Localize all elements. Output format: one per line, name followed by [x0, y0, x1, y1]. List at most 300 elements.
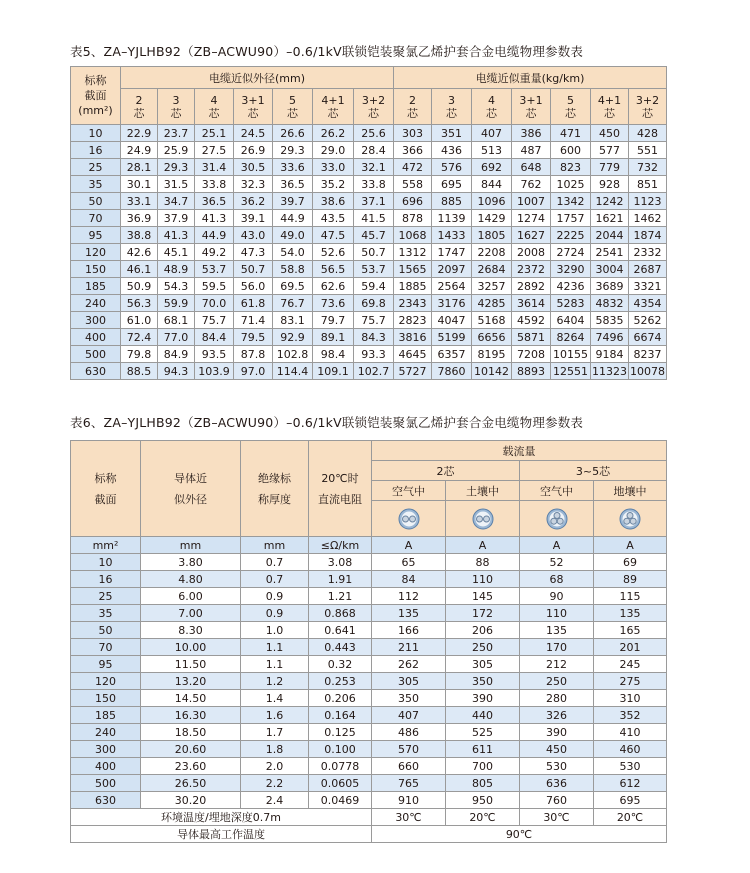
table5-core-header — [273, 89, 313, 125]
cell-value: 89.1 — [313, 329, 354, 346]
cell-value: 3614 — [512, 295, 551, 312]
table-row — [71, 622, 667, 639]
table-row — [71, 775, 667, 792]
cell-value: 280 — [520, 690, 594, 707]
cell-value: 61.0 — [121, 312, 158, 329]
cell-value: 0.9 — [241, 588, 309, 605]
cell-value: 7860 — [432, 363, 472, 380]
cell-value: 4832 — [591, 295, 629, 312]
cell-value: 3321 — [629, 278, 667, 295]
cell-value: 530 — [594, 758, 667, 775]
core-count: 3 — [172, 93, 180, 107]
cell-value: 525 — [446, 724, 520, 741]
cell-section: 10 — [71, 554, 141, 571]
cell-value: 250 — [520, 673, 594, 690]
cell-value: 103.9 — [195, 363, 234, 380]
cell-section: 10 — [71, 125, 121, 142]
cell-section: 50 — [71, 193, 121, 210]
core-unit: 芯 — [407, 106, 418, 120]
cell-section: 500 — [71, 346, 121, 363]
cell-value: 24.5 — [234, 125, 273, 142]
cell-value: 305 — [372, 673, 446, 690]
header-conductor-od: 导体近 似外径 — [141, 441, 241, 537]
table5-core-header — [195, 89, 234, 125]
cell-value: 39.7 — [273, 193, 313, 210]
cell-value: 695 — [432, 176, 472, 193]
table-row — [71, 193, 667, 210]
cell-section: 120 — [71, 673, 141, 690]
table5-core-header — [551, 89, 591, 125]
cell-section: 300 — [71, 741, 141, 758]
cell-value: 1.1 — [241, 639, 309, 656]
cell-value: 54.3 — [158, 278, 195, 295]
cable-three-core-ground-icon — [594, 501, 667, 537]
cell-value: 38.8 — [121, 227, 158, 244]
cell-value: 4.80 — [141, 571, 241, 588]
footer-env-label: 环境温度/埋地深度0.7m — [71, 809, 372, 826]
cell-value: 950 — [446, 792, 520, 809]
table6-title: 表6、ZA–YJLHB92（ZB–ACWU90）–0.6/1kV联锁铠装聚氯乙烯护套合金电缆物理参数表 — [70, 415, 584, 430]
core-unit: 芯 — [604, 106, 615, 120]
unit-cell: A — [594, 537, 667, 554]
cell-section: 16 — [71, 142, 121, 159]
cell-value: 1096 — [472, 193, 512, 210]
cell-value: 762 — [512, 176, 551, 193]
cell-section: 95 — [71, 227, 121, 244]
cell-value: 0.7 — [241, 571, 309, 588]
cell-value: 2343 — [394, 295, 432, 312]
cell-section: 50 — [71, 622, 141, 639]
cell-value: 513 — [472, 142, 512, 159]
table6 — [70, 440, 667, 843]
cell-value: 660 — [372, 758, 446, 775]
cell-value: 1139 — [432, 210, 472, 227]
cell-value: 43.0 — [234, 227, 273, 244]
core-unit: 芯 — [133, 106, 145, 120]
cell-value: 25.9 — [158, 142, 195, 159]
cell-value: 1068 — [394, 227, 432, 244]
table5-core-header — [354, 89, 394, 125]
cell-value: 5727 — [394, 363, 432, 380]
header-section: 标称 截面 — [71, 441, 141, 537]
cell-value: 390 — [520, 724, 594, 741]
cell-value: 1.91 — [309, 571, 372, 588]
cell-value: 7.00 — [141, 605, 241, 622]
cell-value: 428 — [629, 125, 667, 142]
cell-value: 695 — [594, 792, 667, 809]
cell-value: 32.1 — [354, 159, 394, 176]
cell-value: 11.50 — [141, 656, 241, 673]
table-row — [71, 758, 667, 775]
cell-value: 611 — [446, 741, 520, 758]
cell-value: 135 — [372, 605, 446, 622]
cell-value: 94.3 — [158, 363, 195, 380]
cell-value: 2225 — [551, 227, 591, 244]
cell-value: 23.60 — [141, 758, 241, 775]
cell-value: 275 — [594, 673, 667, 690]
cell-value: 1874 — [629, 227, 667, 244]
cell-value: 22.9 — [121, 125, 158, 142]
cell-value: 351 — [432, 125, 472, 142]
cell-value: 49.2 — [195, 244, 234, 261]
table5-core-header — [234, 89, 273, 125]
cell-value: 68.1 — [158, 312, 195, 329]
cell-value: 62.6 — [313, 278, 354, 295]
header-multi-core: 3~5芯 — [520, 461, 667, 481]
cell-value: 26.9 — [234, 142, 273, 159]
cell-value: 1429 — [472, 210, 512, 227]
cell-section: 95 — [71, 656, 141, 673]
cell-value: 7208 — [512, 346, 551, 363]
unit-cell: mm — [141, 537, 241, 554]
cell-value: 2892 — [512, 278, 551, 295]
core-count: 5 — [289, 93, 296, 107]
cell-section: 70 — [71, 639, 141, 656]
cell-value: 28.4 — [354, 142, 394, 159]
core-unit: 芯 — [446, 106, 457, 120]
cell-value: 7496 — [591, 329, 629, 346]
cell-value: 8195 — [472, 346, 512, 363]
cell-value: 487 — [512, 142, 551, 159]
cell-value: 112 — [372, 588, 446, 605]
cell-value: 172 — [446, 605, 520, 622]
cell-value: 36.5 — [273, 176, 313, 193]
cell-value: 1.21 — [309, 588, 372, 605]
cell-value: 648 — [512, 159, 551, 176]
cell-value: 530 — [520, 758, 594, 775]
header-air-multicore: 空气中 — [520, 481, 594, 501]
cell-value: 46.1 — [121, 261, 158, 278]
cell-value: 1462 — [629, 210, 667, 227]
cell-value: 59.5 — [195, 278, 234, 295]
cell-value: 31.4 — [195, 159, 234, 176]
cell-value: 1885 — [394, 278, 432, 295]
cell-value: 436 — [432, 142, 472, 159]
unit-cell: A — [446, 537, 520, 554]
cell-value: 69.8 — [354, 295, 394, 312]
cell-section: 150 — [71, 690, 141, 707]
cell-value: 76.7 — [273, 295, 313, 312]
core-count: 3+1 — [241, 93, 265, 107]
cell-value: 3816 — [394, 329, 432, 346]
cell-value: 14.50 — [141, 690, 241, 707]
core-unit: 芯 — [208, 106, 220, 120]
cell-value: 2208 — [472, 244, 512, 261]
cell-value: 0.253 — [309, 673, 372, 690]
unit-cell: ≤Ω/km — [309, 537, 372, 554]
cell-value: 878 — [394, 210, 432, 227]
cell-value: 765 — [372, 775, 446, 792]
cell-section: 25 — [71, 159, 121, 176]
cell-value: 1.1 — [241, 656, 309, 673]
cell-value: 68 — [520, 571, 594, 588]
cell-value: 135 — [520, 622, 594, 639]
cell-value: 885 — [432, 193, 472, 210]
cell-value: 92.9 — [273, 329, 313, 346]
header-two-core: 2芯 — [372, 461, 520, 481]
cell-value: 1.0 — [241, 622, 309, 639]
cell-value: 1.4 — [241, 690, 309, 707]
cell-value: 36.9 — [121, 210, 158, 227]
cell-value: 5283 — [551, 295, 591, 312]
cell-value: 79.7 — [313, 312, 354, 329]
table-row — [71, 707, 667, 724]
cell-value: 33.8 — [195, 176, 234, 193]
cell-value: 30.5 — [234, 159, 273, 176]
cell-value: 0.9 — [241, 605, 309, 622]
footer-max-temp-label: 导体最高工作温度 — [71, 826, 372, 843]
table5-core-header — [121, 89, 158, 125]
cell-value: 326 — [520, 707, 594, 724]
table5-corner-header: 标称 截面 (mm²) — [71, 67, 121, 125]
cell-section: 35 — [71, 605, 141, 622]
cell-value: 2372 — [512, 261, 551, 278]
cell-value: 3689 — [591, 278, 629, 295]
cell-value: 4285 — [472, 295, 512, 312]
cell-value: 26.2 — [313, 125, 354, 142]
cell-value: 75.7 — [354, 312, 394, 329]
cell-value: 27.5 — [195, 142, 234, 159]
cell-value: 18.50 — [141, 724, 241, 741]
cell-value: 1007 — [512, 193, 551, 210]
core-count: 3+2 — [635, 93, 660, 107]
cell-value: 460 — [594, 741, 667, 758]
cell-value: 89 — [594, 571, 667, 588]
core-count: 4 — [210, 93, 218, 107]
cell-value: 50.7 — [234, 261, 273, 278]
header-air-2core: 空气中 — [372, 481, 446, 501]
cell-value: 13.20 — [141, 673, 241, 690]
cell-value: 3004 — [591, 261, 629, 278]
cell-value: 75.7 — [195, 312, 234, 329]
core-count: 4+1 — [597, 93, 622, 107]
cell-value: 1805 — [472, 227, 512, 244]
cell-value: 262 — [372, 656, 446, 673]
cell-value: 2564 — [432, 278, 472, 295]
table-row — [71, 142, 667, 159]
cell-value: 250 — [446, 639, 520, 656]
cell-value: 450 — [520, 741, 594, 758]
cell-value: 93.5 — [195, 346, 234, 363]
table-row — [71, 329, 667, 346]
cell-value: 97.0 — [234, 363, 273, 380]
cell-value: 69.5 — [273, 278, 313, 295]
cell-value: 1.6 — [241, 707, 309, 724]
cell-value: 8237 — [629, 346, 667, 363]
cell-value: 486 — [372, 724, 446, 741]
cell-value: 45.7 — [354, 227, 394, 244]
cell-value: 407 — [472, 125, 512, 142]
cell-value: 44.9 — [273, 210, 313, 227]
cell-value: 79.5 — [234, 329, 273, 346]
cell-value: 79.8 — [121, 346, 158, 363]
footer-env-value: 30℃ — [520, 809, 594, 826]
cell-value: 110 — [520, 605, 594, 622]
cell-value: 4592 — [512, 312, 551, 329]
table-row — [71, 656, 667, 673]
footer-env-value: 20℃ — [594, 809, 667, 826]
table-row — [71, 244, 667, 261]
cell-value: 56.5 — [313, 261, 354, 278]
cell-value: 0.0778 — [309, 758, 372, 775]
cell-section: 35 — [71, 176, 121, 193]
cell-value: 77.0 — [158, 329, 195, 346]
footer-env-value: 20℃ — [446, 809, 520, 826]
cell-value: 38.6 — [313, 193, 354, 210]
cell-value: 29.3 — [158, 159, 195, 176]
cell-value: 88.5 — [121, 363, 158, 380]
cell-value: 33.6 — [273, 159, 313, 176]
cell-value: 5835 — [591, 312, 629, 329]
cell-value: 170 — [520, 639, 594, 656]
table5-core-header — [158, 89, 195, 125]
table5-core-header — [394, 89, 432, 125]
core-count: 4 — [488, 93, 495, 107]
footer-env-value: 30℃ — [372, 809, 446, 826]
cell-value: 93.3 — [354, 346, 394, 363]
cell-value: 44.9 — [195, 227, 234, 244]
cell-value: 1627 — [512, 227, 551, 244]
cell-value: 32.3 — [234, 176, 273, 193]
cell-value: 1621 — [591, 210, 629, 227]
cell-value: 0.164 — [309, 707, 372, 724]
cell-value: 576 — [432, 159, 472, 176]
cell-value: 0.100 — [309, 741, 372, 758]
cell-value: 6656 — [472, 329, 512, 346]
cell-value: 109.1 — [313, 363, 354, 380]
cell-value: 6.00 — [141, 588, 241, 605]
cell-value: 16.30 — [141, 707, 241, 724]
cell-value: 59.9 — [158, 295, 195, 312]
cell-value: 30.20 — [141, 792, 241, 809]
header-ground-multicore: 地壤中 — [594, 481, 667, 501]
unit-cell: mm — [241, 537, 309, 554]
core-count: 3+1 — [519, 93, 543, 107]
cell-value: 440 — [446, 707, 520, 724]
cell-value: 4236 — [551, 278, 591, 295]
cell-value: 0.868 — [309, 605, 372, 622]
cell-value: 4354 — [629, 295, 667, 312]
cell-value: 102.7 — [354, 363, 394, 380]
cell-value: 211 — [372, 639, 446, 656]
cell-value: 48.9 — [158, 261, 195, 278]
cell-value: 56.0 — [234, 278, 273, 295]
cell-value: 102.8 — [273, 346, 313, 363]
cell-value: 45.1 — [158, 244, 195, 261]
cell-value: 3257 — [472, 278, 512, 295]
cell-section: 400 — [71, 329, 121, 346]
cell-value: 10078 — [630, 364, 666, 378]
cell-value: 3176 — [432, 295, 472, 312]
cell-value: 410 — [594, 724, 667, 741]
cell-value: 1342 — [551, 193, 591, 210]
cell-value: 115 — [594, 588, 667, 605]
core-unit: 芯 — [525, 106, 537, 120]
cell-section: 25 — [71, 588, 141, 605]
table-row — [71, 159, 667, 176]
cell-value: 35.2 — [313, 176, 354, 193]
cell-value: 23.7 — [158, 125, 195, 142]
cell-value: 1433 — [432, 227, 472, 244]
cell-value: 2687 — [629, 261, 667, 278]
header-ampacity: 载流量 — [372, 441, 667, 461]
cell-value: 114.4 — [273, 363, 313, 380]
cell-value: 30.1 — [121, 176, 158, 193]
cell-value: 0.125 — [309, 724, 372, 741]
cell-value: 612 — [594, 775, 667, 792]
cell-value: 34.7 — [158, 193, 195, 210]
cell-value: 201 — [594, 639, 667, 656]
cell-value: 6357 — [432, 346, 472, 363]
cell-value: 8893 — [512, 363, 551, 380]
table-row — [71, 724, 667, 741]
cell-value: 3290 — [551, 261, 591, 278]
cell-value: 386 — [512, 125, 551, 142]
cell-value: 84.4 — [195, 329, 234, 346]
cell-value: 206 — [446, 622, 520, 639]
cell-value: 12551 — [551, 363, 591, 380]
cell-value: 0.32 — [309, 656, 372, 673]
cell-value: 5199 — [432, 329, 472, 346]
core-count: 4+1 — [321, 93, 345, 107]
cell-value: 1565 — [394, 261, 432, 278]
cell-section: 185 — [71, 278, 121, 295]
cell-section: 300 — [71, 312, 121, 329]
cell-value: 5168 — [472, 312, 512, 329]
cell-value: 58.8 — [273, 261, 313, 278]
core-unit: 芯 — [368, 106, 379, 120]
cell-value: 26.50 — [141, 775, 241, 792]
cell-value: 212 — [520, 656, 594, 673]
table5-group-diameter: 电缆近似外径(mm) — [121, 67, 394, 89]
table5-core-header — [313, 89, 354, 125]
cell-value: 83.1 — [273, 312, 313, 329]
cell-value: 39.1 — [234, 210, 273, 227]
cell-value: 760 — [520, 792, 594, 809]
cell-value: 37.1 — [354, 193, 394, 210]
cell-value: 2541 — [591, 244, 629, 261]
cell-value: 805 — [446, 775, 520, 792]
cell-value: 692 — [472, 159, 512, 176]
cell-value: 53.7 — [195, 261, 234, 278]
cell-value: 928 — [591, 176, 629, 193]
cell-value: 84 — [372, 571, 446, 588]
cell-value: 779 — [591, 159, 629, 176]
cell-value: 31.5 — [158, 176, 195, 193]
cell-value: 73.6 — [313, 295, 354, 312]
cell-value: 910 — [372, 792, 446, 809]
cell-value: 43.5 — [313, 210, 354, 227]
cell-value: 472 — [394, 159, 432, 176]
cell-value: 6404 — [551, 312, 591, 329]
table-row — [71, 363, 667, 380]
cell-value: 52 — [520, 554, 594, 571]
cell-value: 26.6 — [273, 125, 313, 142]
cell-value: 145 — [446, 588, 520, 605]
cell-value: 305 — [446, 656, 520, 673]
cell-value: 61.8 — [234, 295, 273, 312]
cell-value: 90 — [520, 588, 594, 605]
cell-value: 52.6 — [313, 244, 354, 261]
cell-value: 36.5 — [195, 193, 234, 210]
cell-section: 400 — [71, 758, 141, 775]
table5-group-weight: 电缆近似重量(kg/km) — [394, 67, 667, 89]
table5-core-header — [512, 89, 551, 125]
cell-value: 471 — [551, 125, 591, 142]
cell-section: 120 — [71, 244, 121, 261]
cell-value: 25.6 — [354, 125, 394, 142]
header-resistance: 20℃时 直流电阻 — [309, 441, 372, 537]
